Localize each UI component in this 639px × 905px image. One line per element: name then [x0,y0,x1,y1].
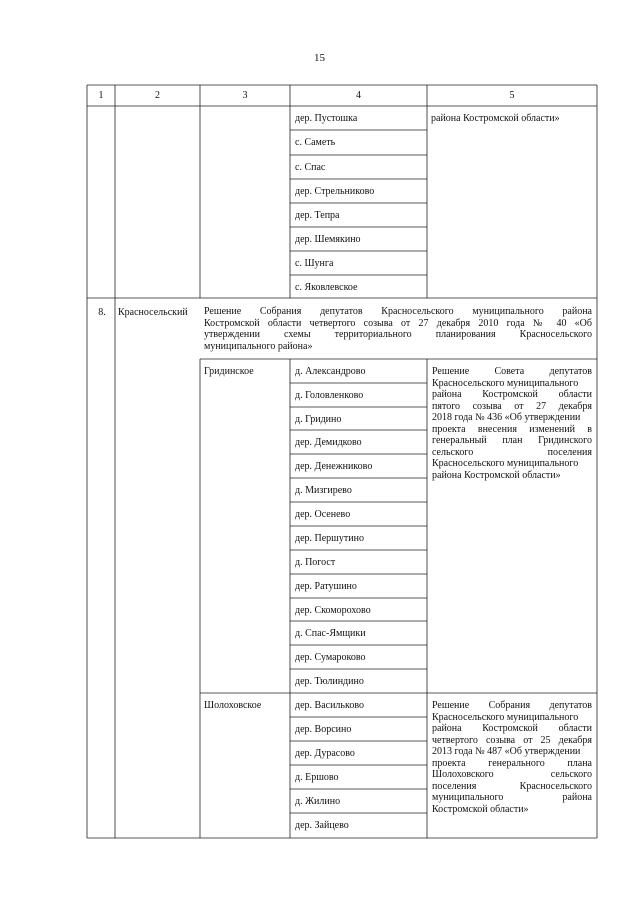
village-cell: д. Спас-Ямщики [295,628,366,639]
village-cell: дер. Васильково [295,700,364,711]
district-doc-line: Костромской области четвертого созыва от 27 декабря 2010 года № 40 «Об [204,317,592,329]
village-cell: дер. Денежниково [295,461,373,472]
settlement-name: Шолоховское [204,700,262,711]
doc-line: муниципального района [432,792,592,803]
document-cell-continuation: района Костромской области» [431,113,560,124]
doc-line: поселения Красносельского [432,780,592,792]
village-cell: с. Шунга [295,258,334,269]
village-cell: дер. Зайцево [295,820,349,831]
village-cell: д. Ершово [295,772,339,783]
doc-line: Решение Совета депутатов [432,366,592,377]
village-cell: дер. Пустошка [295,113,358,124]
doc-line: Решение Собрания депутатов [432,700,592,711]
doc-line: генеральный план Гридинского [432,435,592,446]
settlement-document [432,700,592,815]
doc-line: Красносельского муниципального [432,377,579,389]
doc-line: Шолоховского сельского [432,769,592,780]
doc-line: пятого созыва от 27 декабря [432,400,592,412]
doc-line: района Костромской области [432,723,592,734]
district-doc-line: утверждении схемы территориального планирования Красносельского [204,329,592,340]
doc-line: проекта внесения изменений в [432,423,592,435]
doc-line: 2013 года № 487 «Об утверждении [432,746,581,757]
doc-line: района Костромской области» [432,469,561,481]
village-cell: дер. Сумароково [295,652,366,663]
village-cell: д. Головленково [295,390,364,401]
row-number: 8. [98,307,106,318]
village-cell: д. Жилино [295,796,341,807]
village-cell: дер. Тюлиндино [295,676,364,687]
village-cell: д. Гридино [295,414,342,425]
header-col-1: 1 [98,90,104,101]
settlement-name: Гридинское [204,366,254,377]
village-cell: дер. Шемякино [295,234,361,245]
doc-line: 2018 года № 436 «Об утверждении [432,412,581,423]
village-cell: дер. Скоморохово [295,605,371,616]
village-cell: дер. Осенево [295,509,351,520]
header-col-5: 5 [509,90,515,101]
village-cell: дер. Ратушино [295,581,357,592]
page-number: 15 [314,52,325,64]
village-cell: дер. Стрельниково [295,186,375,197]
village-cell: д. Мизгирево [295,485,352,496]
doc-line: Красносельского муниципального [432,711,579,723]
header-col-4: 4 [356,90,361,101]
district-doc-line: муниципального района» [204,340,313,352]
district-doc-line: Решение Собрания депутатов Красносельского муниципального района [204,306,592,317]
doc-line: Костромской области» [432,803,529,815]
header-col-2: 2 [155,90,160,101]
doc-line: Красносельского муниципального [432,458,579,469]
doc-line: сельского поселения [432,446,592,458]
doc-line: четвертого созыва от 25 декабря [432,734,592,746]
village-cell: дер. Ворсино [295,724,352,735]
village-cell: с. Саметь [295,137,336,148]
header-col-3: 3 [242,90,248,101]
village-cell: дер. Першутино [295,533,364,544]
doc-line: района Костромской области [432,389,592,400]
settlement-document [432,366,592,481]
village-cell: д. Александрово [295,366,366,377]
district-document [204,306,592,352]
village-cell: дер. Дурасово [295,748,355,759]
village-cell: с. Яковлевское [295,282,358,293]
village-cell: д. Погост [295,557,336,568]
village-cell: с. Спас [295,162,326,173]
village-cell: дер. Демидково [295,437,362,448]
doc-line: проекта генерального плана [432,757,592,769]
village-cell: дер. Тепра [295,210,340,221]
district-name: Красносельский [118,307,188,318]
